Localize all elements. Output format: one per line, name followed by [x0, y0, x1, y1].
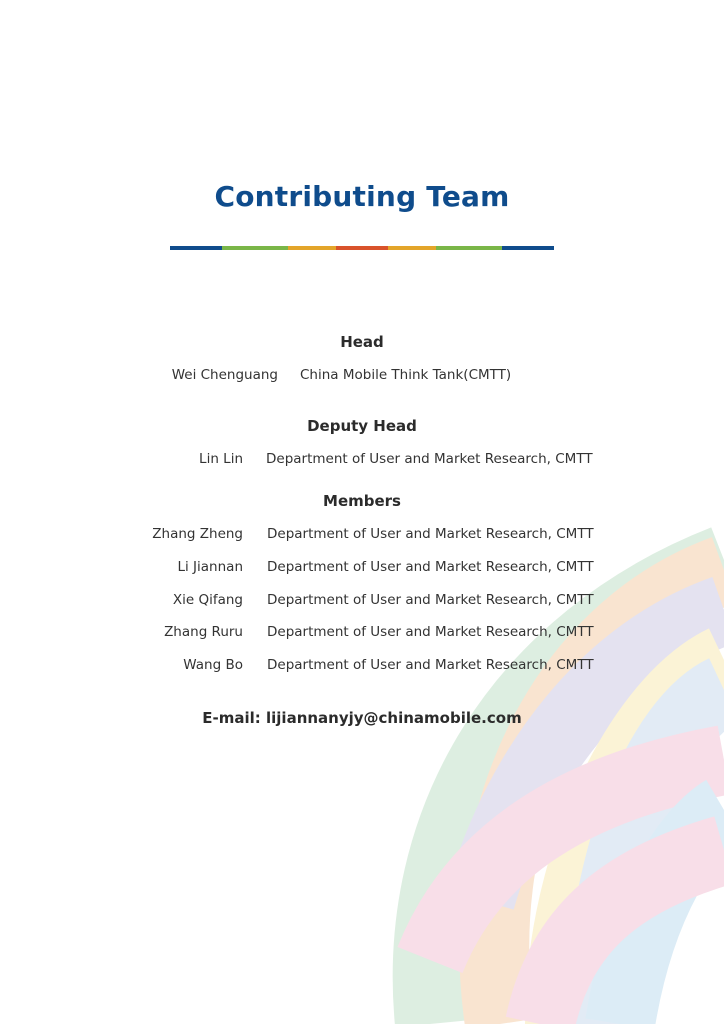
head-heading: Head [340, 333, 384, 351]
member-name: Xie Qifang [172, 592, 243, 608]
deputy-head-heading: Deputy Head [307, 417, 417, 435]
email-label: E-mail: [202, 709, 266, 727]
email-address[interactable]: lijiannanyjy@chinamobile.com [266, 709, 522, 727]
member-name: Zhang Ruru [164, 624, 243, 640]
member-org: Department of User and Market Research, CMTT [267, 559, 594, 575]
member-org: Department of User and Market Research, CMTT [267, 657, 594, 673]
contact-email-line [0, 709, 724, 727]
page-title: Contributing Team [214, 180, 510, 213]
deputy-head-name: Lin Lin [199, 451, 243, 467]
divider-segment-yellow [388, 246, 436, 250]
head-name: Wei Chenguang [171, 367, 278, 383]
members-heading: Members [323, 492, 401, 510]
title-divider [170, 246, 554, 250]
divider-segment-blue [170, 246, 222, 250]
member-name: Wang Bo [183, 657, 243, 673]
head-org: China Mobile Think Tank(CMTT) [300, 367, 512, 383]
divider-segment-red [336, 246, 388, 250]
member-name: Li Jiannan [177, 559, 243, 575]
member-org: Department of User and Market Research, CMTT [267, 526, 594, 542]
divider-segment-yellow [288, 246, 336, 250]
deputy-head-org: Department of User and Market Research, CMTT [266, 451, 593, 467]
member-name: Zhang Zheng [152, 526, 243, 542]
divider-segment-green [436, 246, 502, 250]
divider-segment-green [222, 246, 288, 250]
divider-segment-blue [502, 246, 554, 250]
member-org: Department of User and Market Research, CMTT [267, 624, 594, 640]
member-org: Department of User and Market Research, CMTT [267, 592, 594, 608]
